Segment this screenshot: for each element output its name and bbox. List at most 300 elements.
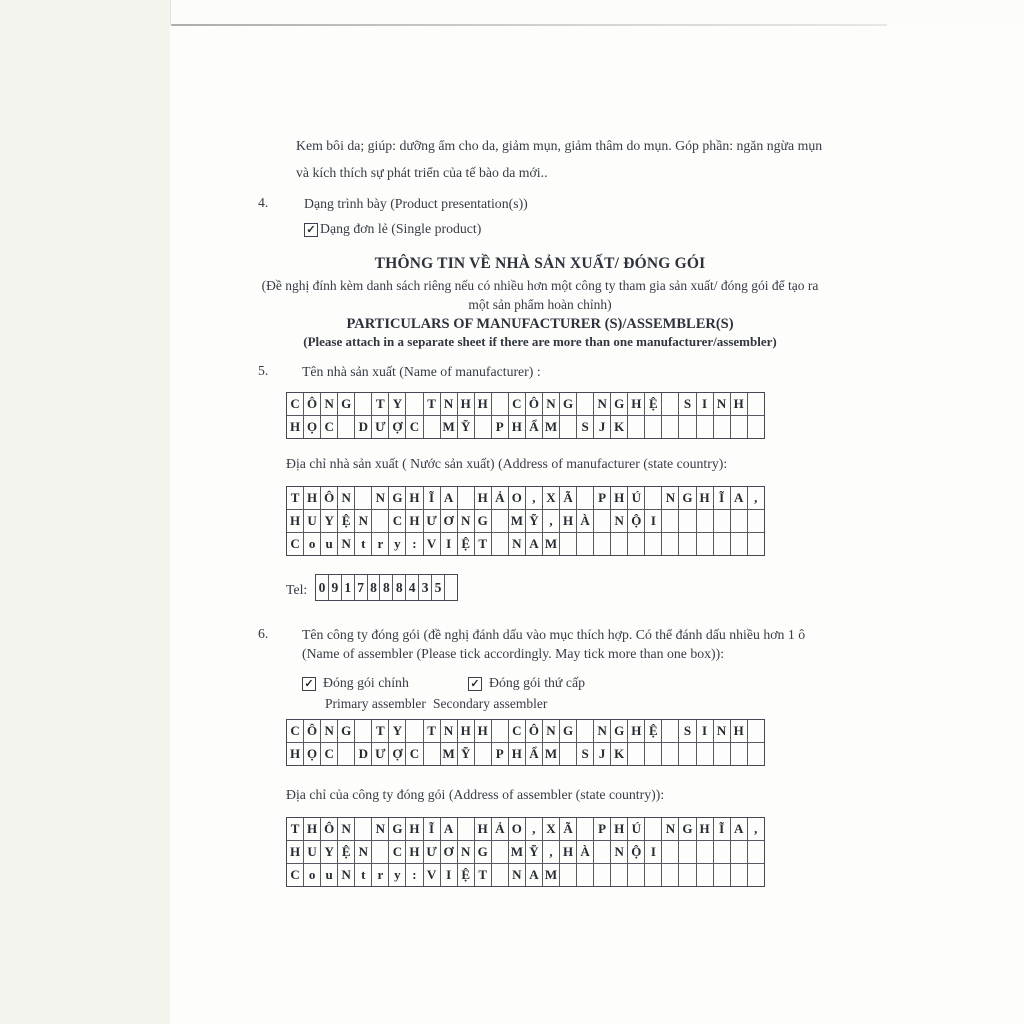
char-cell: G [679,487,696,509]
char-cell: T [287,487,304,509]
char-cell: Ệ [645,393,662,415]
char-cell [577,393,594,415]
char-cell: C [287,533,304,555]
char-grid-row [287,863,764,886]
char-cell: A [731,487,748,509]
char-cell: C [509,393,526,415]
char-cell: N [321,393,338,415]
char-cell: T [475,533,492,555]
char-cell: O [509,818,526,840]
char-cell: Ệ [458,533,475,555]
char-cell: N [543,393,560,415]
char-cell: Ô [304,393,321,415]
section-note-vi-line-1: (Đề nghị đính kèm danh sách riêng nếu có nhiều hơn một công ty tham gia sản xuất/ đóng gói để tạo ra [261,278,819,293]
char-cell: : [406,533,423,555]
char-cell: Ô [321,818,338,840]
char-cell: P [492,416,509,438]
char-cell: N [372,818,389,840]
char-cell: S [577,416,594,438]
item4-number: 4. [258,195,269,210]
char-cell [577,720,594,742]
char-cell: P [594,487,611,509]
char-cell [492,720,509,742]
char-cell: Ư [424,510,441,532]
checked-checkbox-icon: ✓ [468,677,482,691]
char-cell: T [372,393,389,415]
char-cell: Ỹ [458,743,475,765]
char-cell: H [560,841,577,863]
char-grid-row [287,393,764,415]
char-cell [662,720,679,742]
char-cell: N [355,510,372,532]
item4-option [304,221,481,237]
char-cell: Ẩ [526,416,543,438]
char-cell [662,864,679,886]
char-cell: Ệ [338,841,355,863]
char-grid-row [287,720,764,742]
section-note-en: (Please attach in a separate sheet if there are more than one manufacturer/assembler) [303,334,777,349]
assembler-address-label: Địa chỉ của công ty đóng gói (Address of assembler (state country)): [286,787,665,802]
char-cell [662,510,679,532]
char-cell [748,416,764,438]
char-cell [679,416,696,438]
char-cell: H [560,510,577,532]
char-cell [611,864,628,886]
char-cell [492,841,509,863]
char-cell: Ú [628,487,645,509]
char-cell [338,743,355,765]
char-cell: H [509,743,526,765]
char-cell: Y [389,720,406,742]
char-cell [731,841,748,863]
char-cell: C [287,864,304,886]
char-cell: I [697,720,714,742]
char-cell: N [338,864,355,886]
char-cell: G [475,841,492,863]
char-cell: N [594,720,611,742]
char-cell: M [509,510,526,532]
primary-assembler-checkbox [302,675,409,691]
char-grid-row [287,509,764,532]
char-cell: Ĩ [424,487,441,509]
char-cell [372,510,389,532]
char-cell: I [645,841,662,863]
char-cell [714,510,731,532]
char-cell [355,487,372,509]
checked-checkbox-icon: ✓ [302,677,316,691]
char-cell: N [594,393,611,415]
char-cell [355,818,372,840]
char-cell: , [543,841,560,863]
char-cell: M [543,864,560,886]
char-cell: C [389,510,406,532]
char-grid-row [287,840,764,863]
char-cell: t [355,864,372,886]
char-cell: N [662,818,679,840]
char-cell: M [441,416,458,438]
char-cell: o [304,864,321,886]
char-cell: H [406,487,423,509]
char-cell: Ã [560,487,577,509]
manufacturer-name-grid [286,392,765,439]
char-cell [748,533,764,555]
char-cell: G [560,720,577,742]
char-cell: r [372,864,389,886]
char-cell [628,743,645,765]
char-cell: G [475,510,492,532]
char-cell: G [338,393,355,415]
char-cell: Ọ [304,743,321,765]
char-cell [748,720,764,742]
char-cell: S [679,393,696,415]
char-cell: Ư [372,743,389,765]
char-cell: M [509,841,526,863]
secondary-assembler-label-vi: Đóng gói thứ cấp [489,675,585,690]
char-cell: G [338,720,355,742]
char-cell: J [594,743,611,765]
char-cell [748,864,764,886]
char-cell [355,720,372,742]
char-cell: A [526,864,543,886]
char-cell: N [509,533,526,555]
char-cell: C [321,743,338,765]
char-cell: H [611,487,628,509]
char-cell [492,864,509,886]
char-cell: H [697,487,714,509]
char-cell: H [304,818,321,840]
char-cell [679,510,696,532]
char-cell [697,533,714,555]
product-description-line-2: và kích thích sự phát triển của tế bào da mới.. [296,165,548,180]
char-cell [577,864,594,886]
char-cell: H [731,720,748,742]
char-cell: G [611,393,628,415]
char-cell: N [611,841,628,863]
char-cell: T [424,720,441,742]
manufacturer-address-grid [286,486,765,556]
char-cell: y [389,864,406,886]
char-grid-row [287,818,764,840]
product-description-line-1: Kem bôi da; giúp: dưỡng ẩm cho da, giảm mụn, giảm thâm do mụn. Góp phần: ngăn ngừa mụn [296,138,823,153]
char-cell [424,743,441,765]
char-cell: 8 [380,575,393,600]
char-cell [731,510,748,532]
char-cell [645,533,662,555]
char-grid-row [287,532,764,555]
char-cell [475,743,492,765]
char-cell: Y [321,510,338,532]
char-cell: 3 [419,575,432,600]
char-cell: Ộ [628,510,645,532]
char-cell [355,393,372,415]
char-cell: À [577,841,594,863]
char-cell: Y [321,841,338,863]
char-cell [628,416,645,438]
char-cell: Ợ [389,416,406,438]
char-cell: N [441,720,458,742]
char-cell: C [321,416,338,438]
char-cell [560,743,577,765]
char-cell: Ĩ [424,818,441,840]
char-cell [611,533,628,555]
char-cell [697,841,714,863]
char-cell: Y [389,393,406,415]
char-cell [714,416,731,438]
char-cell [458,818,475,840]
char-cell: Ọ [304,416,321,438]
char-cell: Ĩ [714,487,731,509]
char-cell [662,533,679,555]
char-cell: N [338,533,355,555]
char-cell [560,533,577,555]
char-cell [458,487,475,509]
char-cell [662,841,679,863]
section-title-vi: THÔNG TIN VỀ NHÀ SẢN XUẤT/ ĐÓNG GÓI [374,255,706,272]
char-cell: N [714,720,731,742]
char-cell: M [543,416,560,438]
char-cell: N [509,864,526,886]
char-cell: A [526,533,543,555]
char-cell: Ơ [441,510,458,532]
item4-label: Dạng trình bày (Product presentation(s)) [304,196,528,211]
char-cell: N [458,841,475,863]
char-cell: Ợ [389,743,406,765]
char-cell: G [611,720,628,742]
char-cell [697,510,714,532]
char-grid-row [287,742,764,765]
char-cell: G [389,487,406,509]
char-cell: T [287,818,304,840]
page-top-edge [171,24,887,26]
char-cell: M [543,743,560,765]
char-cell: K [611,743,628,765]
char-cell [424,416,441,438]
char-cell: Ộ [628,841,645,863]
char-cell: M [543,533,560,555]
char-cell: G [389,818,406,840]
tel-number-grid [315,574,458,601]
char-cell [628,533,645,555]
char-cell [372,841,389,863]
char-cell [748,743,764,765]
char-cell [662,416,679,438]
char-cell [594,510,611,532]
char-cell: N [662,487,679,509]
char-cell [645,487,662,509]
char-cell: 9 [329,575,342,600]
char-cell [731,533,748,555]
char-cell: Ỹ [526,841,543,863]
char-cell: Ệ [458,864,475,886]
char-cell: H [287,510,304,532]
char-cell [406,393,423,415]
item6-label-line-1: Tên công ty đóng gói (đề nghị đánh dấu vào mục thích hợp. Có thể đánh dấu nhiều hơn 1 ô [302,627,806,642]
char-cell: , [543,510,560,532]
char-cell [406,720,423,742]
char-cell: J [594,416,611,438]
primary-assembler-label-en: Primary assembler [325,696,426,711]
char-cell [731,743,748,765]
char-cell: 8 [368,575,381,600]
char-cell: Ư [372,416,389,438]
char-cell: 7 [355,575,368,600]
char-cell: r [372,533,389,555]
char-cell: N [338,818,355,840]
char-cell: N [441,393,458,415]
char-cell: X [543,487,560,509]
char-cell: u [321,864,338,886]
char-cell [445,575,457,600]
char-cell: A [441,487,458,509]
char-cell: o [304,533,321,555]
char-cell: I [441,533,458,555]
char-cell [714,864,731,886]
char-cell: H [628,720,645,742]
char-cell: 0 [316,575,329,600]
char-cell: À [577,510,594,532]
char-cell [338,416,355,438]
char-cell: Ệ [338,510,355,532]
char-cell: T [424,393,441,415]
section-title-en: PARTICULARS OF MANUFACTURER (S)/ASSEMBLER(S) [346,316,734,332]
char-cell: Ô [526,393,543,415]
char-cell: O [509,487,526,509]
char-cell: N [543,720,560,742]
char-cell: : [406,864,423,886]
assembler-name-grid [286,719,765,766]
char-cell: G [560,393,577,415]
section-note-vi-line-2: một sản phẩm hoàn chỉnh) [468,297,612,312]
item5-number: 5. [258,363,269,378]
char-grid-row [287,487,764,509]
char-cell [662,393,679,415]
char-cell: H [611,818,628,840]
char-cell: Ã [560,818,577,840]
char-cell: C [287,393,304,415]
char-cell: X [543,818,560,840]
char-cell [679,533,696,555]
char-cell: H [406,841,423,863]
char-cell: Ỹ [526,510,543,532]
char-cell [731,416,748,438]
char-cell [748,393,764,415]
char-cell [748,841,764,863]
primary-assembler-label-vi: Đóng gói chính [323,675,409,690]
char-cell: H [475,487,492,509]
char-cell: y [389,533,406,555]
char-cell [645,864,662,886]
char-cell: N [321,720,338,742]
char-cell: I [697,393,714,415]
char-cell: H [304,487,321,509]
char-cell [492,510,509,532]
checked-checkbox-icon: ✓ [304,223,318,237]
tel-label: Tel: [286,582,308,597]
char-cell: Ỹ [458,416,475,438]
char-cell: H [628,393,645,415]
char-cell: T [372,720,389,742]
char-cell [697,416,714,438]
char-cell [594,533,611,555]
char-cell: G [679,818,696,840]
char-cell: H [406,510,423,532]
char-cell: U [304,510,321,532]
char-cell: A [441,818,458,840]
char-cell: H [287,841,304,863]
char-cell: U [304,841,321,863]
char-cell: A [731,818,748,840]
char-cell: H [475,818,492,840]
char-cell: N [458,510,475,532]
char-cell [577,818,594,840]
char-cell: V [424,864,441,886]
char-cell [748,510,764,532]
char-cell: Ú [628,818,645,840]
char-cell: N [372,487,389,509]
char-cell: C [509,720,526,742]
char-cell: C [406,743,423,765]
char-cell [731,864,748,886]
char-cell: K [611,416,628,438]
char-cell [594,864,611,886]
char-cell: H [406,818,423,840]
char-cell [697,864,714,886]
char-cell [492,533,509,555]
char-cell: 4 [406,575,419,600]
char-grid-row [316,575,457,600]
char-cell [577,487,594,509]
char-cell: Ô [304,720,321,742]
char-cell: N [714,393,731,415]
char-cell: N [338,487,355,509]
char-cell [714,533,731,555]
char-cell: V [424,533,441,555]
char-cell: C [287,720,304,742]
char-cell: D [355,743,372,765]
secondary-assembler-checkbox [468,675,585,691]
char-cell: Ô [526,720,543,742]
char-cell: D [355,416,372,438]
assembler-address-grid [286,817,765,887]
secondary-assembler-label-en: Secondary assembler [433,696,548,711]
char-cell [679,743,696,765]
char-cell [645,416,662,438]
char-cell: P [492,743,509,765]
char-cell: 8 [393,575,406,600]
item5-label: Tên nhà sản xuất (Name of manufacturer) : [302,364,541,379]
char-cell: I [441,864,458,886]
char-cell: H [458,393,475,415]
char-cell: , [754,821,758,836]
char-cell [679,841,696,863]
char-cell: H [697,818,714,840]
char-cell [645,818,662,840]
char-cell: Ả [492,487,509,509]
char-cell [492,393,509,415]
char-cell: C [389,841,406,863]
item4-option-label: Dạng đơn lẻ (Single product) [320,221,482,236]
char-cell: H [731,393,748,415]
char-cell: 1 [342,575,355,600]
char-cell: S [577,743,594,765]
char-cell: T [475,864,492,886]
char-cell: N [355,841,372,863]
char-cell: S [679,720,696,742]
char-cell: H [458,720,475,742]
char-cell: H [475,720,492,742]
char-cell [560,864,577,886]
char-cell: Ơ [441,841,458,863]
